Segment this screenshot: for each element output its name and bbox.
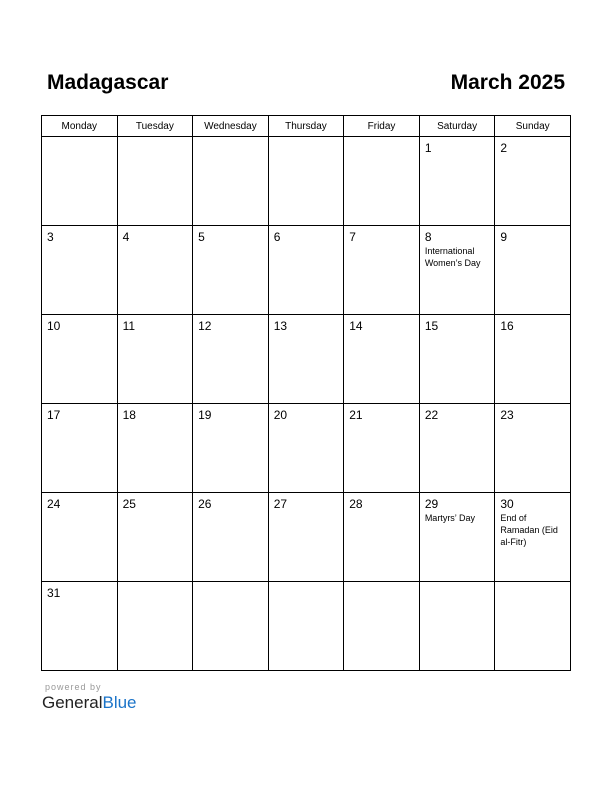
day-number: 21 [349, 408, 363, 422]
day-number [269, 137, 344, 141]
day-cell [268, 315, 344, 404]
day-number: 19 [198, 408, 212, 422]
day-cell [117, 315, 193, 404]
week-row [42, 137, 571, 226]
day-cell [419, 226, 495, 315]
week-row [42, 404, 571, 493]
day-cell [117, 404, 193, 493]
day-cell [117, 226, 193, 315]
weekday-header: Saturday [419, 116, 495, 137]
day-cell [495, 404, 571, 493]
day-cell [419, 493, 495, 582]
day-number [193, 582, 268, 586]
weekday-header: Sunday [495, 116, 571, 137]
day-number [118, 137, 193, 141]
day-number: 27 [273, 497, 288, 511]
holiday-label: Martyrs’ Day [424, 513, 475, 523]
day-number [193, 137, 268, 141]
day-cell [42, 137, 118, 226]
day-number: 28 [349, 497, 363, 511]
calendar-grid [41, 115, 571, 671]
day-cell [495, 137, 571, 226]
day-number [118, 582, 193, 586]
day-cell [495, 315, 571, 404]
day-number: 17 [47, 408, 61, 422]
day-number: 7 [349, 230, 356, 244]
generalblue-logo[interactable] [42, 693, 137, 713]
day-cell [268, 493, 344, 582]
day-number: 20 [273, 408, 288, 422]
day-cell [419, 404, 495, 493]
day-cell [193, 404, 269, 493]
day-cell [344, 137, 420, 226]
day-number [344, 582, 419, 586]
day-cell [42, 315, 118, 404]
day-number: 1 [424, 141, 432, 155]
day-number: 9 [500, 230, 508, 244]
day-cell [42, 404, 118, 493]
day-cell [193, 582, 269, 671]
day-number [420, 582, 495, 586]
day-number [269, 582, 344, 586]
day-number: 29 [424, 497, 439, 511]
month-title: March 2025 [450, 71, 565, 94]
weekday-header: Monday [42, 116, 118, 137]
week-row [42, 493, 571, 582]
day-cell [495, 226, 571, 315]
day-number: 25 [122, 497, 136, 511]
day-cell [419, 315, 495, 404]
weekday-header-row [42, 116, 571, 137]
day-number: 4 [122, 230, 130, 244]
day-cell [495, 582, 571, 671]
day-cell [42, 226, 118, 315]
day-cell [344, 226, 420, 315]
day-cell [344, 582, 420, 671]
day-cell [42, 493, 118, 582]
day-cell [419, 137, 495, 226]
day-cell [268, 404, 344, 493]
day-number: 2 [500, 141, 508, 155]
day-number: 24 [47, 497, 61, 511]
day-number: 13 [273, 319, 288, 333]
day-number: 16 [500, 319, 514, 333]
day-number: 5 [198, 230, 205, 244]
day-cell [117, 582, 193, 671]
day-number: 18 [122, 408, 136, 422]
holiday-label: End of Ramadan (Eid al-Fitr) [500, 513, 558, 547]
day-cell [117, 493, 193, 582]
day-number: 12 [198, 319, 212, 333]
week-row [42, 582, 571, 671]
day-number: 22 [424, 408, 439, 422]
day-cell [268, 137, 344, 226]
day-cell [193, 137, 269, 226]
day-cell [344, 404, 420, 493]
day-number: 23 [500, 408, 514, 422]
day-number [495, 582, 570, 586]
day-number: 26 [198, 497, 212, 511]
day-number: 6 [273, 230, 281, 244]
day-cell [344, 315, 420, 404]
day-number: 11 [122, 319, 136, 333]
brand-blue: Blue [102, 693, 137, 712]
country-title: Madagascar [47, 71, 169, 94]
day-number [344, 137, 419, 141]
day-cell [344, 493, 420, 582]
week-row [42, 226, 571, 315]
day-cell [495, 493, 571, 582]
day-cell [42, 582, 118, 671]
day-number: 10 [47, 319, 61, 333]
day-cell [268, 582, 344, 671]
day-cell [419, 582, 495, 671]
holiday-label: International Women’s Day [424, 246, 481, 268]
weekday-header: Friday [344, 116, 420, 137]
day-cell [193, 315, 269, 404]
powered-by-text: powered by [45, 682, 102, 692]
day-number: 15 [424, 319, 439, 333]
day-cell [268, 226, 344, 315]
day-number: 31 [47, 586, 61, 600]
day-number: 30 [500, 497, 514, 511]
day-number: 8 [424, 230, 432, 244]
week-row [42, 315, 571, 404]
day-cell [193, 493, 269, 582]
day-cell [117, 137, 193, 226]
brand-general: General [42, 693, 103, 712]
day-number [42, 137, 117, 141]
day-cell [193, 226, 269, 315]
day-number: 3 [47, 230, 54, 244]
weekday-header: Tuesday [117, 116, 193, 137]
day-number: 14 [349, 319, 363, 333]
weekday-header: Wednesday [193, 116, 269, 137]
weekday-header: Thursday [268, 116, 344, 137]
